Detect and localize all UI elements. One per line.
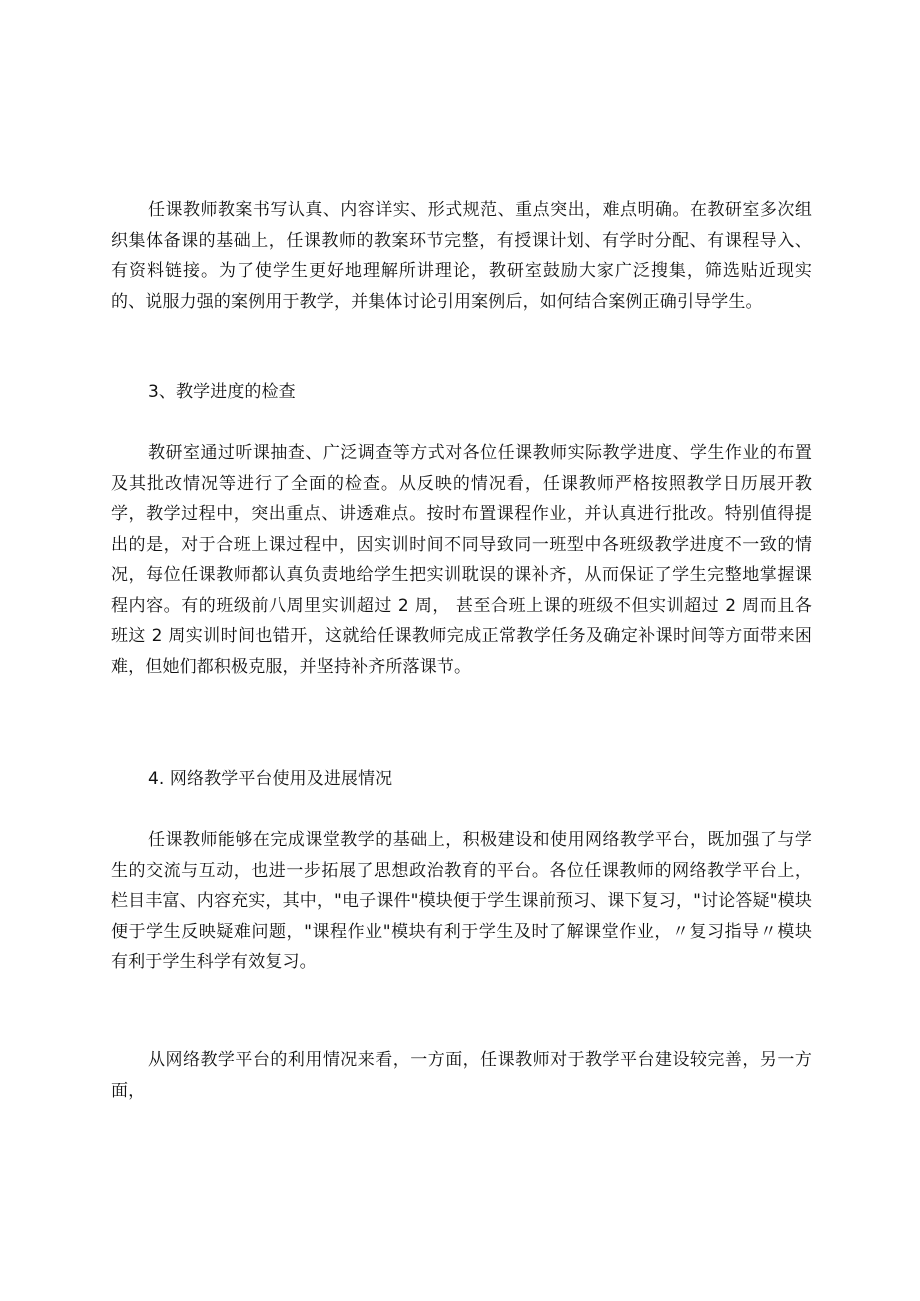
section-heading-progress-check: 3、教学进度的检查 (148, 382, 296, 402)
paragraph-online-platform: 任课教师能够在完成课堂教学的基础上，积极建设和使用网络教学平台，既加强了与学生的交流与互动，也进一步拓展了思想政治教育的平台。各位任课教师的网络教学平台上，栏目丰富、内容充实，其中，"电子课件"模块便于学生课前预习、课下复习，"讨论答疑"模块便于学生反映疑难问题，"课程作业"模块有利于学生及时了解课堂作业，〃复习指导〃模块有利于学生科学有效复习。 (111, 830, 812, 972)
paragraph-lesson-plan: 任课教师教案书写认真、内容详实、形式规范、重点突出，难点明确。在教研室多次组织集体备课的基础上，任课教师的教案环节完整，有授课计划、有学时分配、有课程导入、有资料链接。为了使学生更好地理解所讲理论，教研室鼓励大家广泛搜集，筛选贴近现实的、说服力强的案例用于教学，并集体讨论引用案例后，如何结合案例正确引导学生。 (111, 200, 812, 312)
paragraph-platform-usage: 从网络教学平台的利用情况来看，一方面，任课教师对于教学平台建设较完善，另一方面， (111, 1050, 812, 1101)
section-heading-online-platform: 4. 网络教学平台使用及进展情况 (148, 769, 393, 789)
paragraph-progress-check: 教研室通过听课抽查、广泛调查等方式对各位任课教师实际教学进度、学生作业的布置及其批改情况等进行了全面的检查。从反映的情况看，任课教师严格按照教学日历展开教学，教学过程中，突出重点、讲透难点。按时布置课程作业，并认真进行批改。特别值得提出的是，对于合班上课过程中，因实训时间不同导致同一班型中各班级教学进度不一致的情况，每位任课教师都认真负责地给学生把实训耽误的课补齐，从而保证了学生完整地掌握课程内容。有的班级前八周里实训超过 2 周， 甚至合班上课的班级不但实训超过 2 周而且各班这 2 周实训时间也错开，这就给任课教师完成正常教学任务及确定补课时间等方面带来困难，但她们都积极克服，并坚持补齐所落课节。 (111, 443, 812, 677)
